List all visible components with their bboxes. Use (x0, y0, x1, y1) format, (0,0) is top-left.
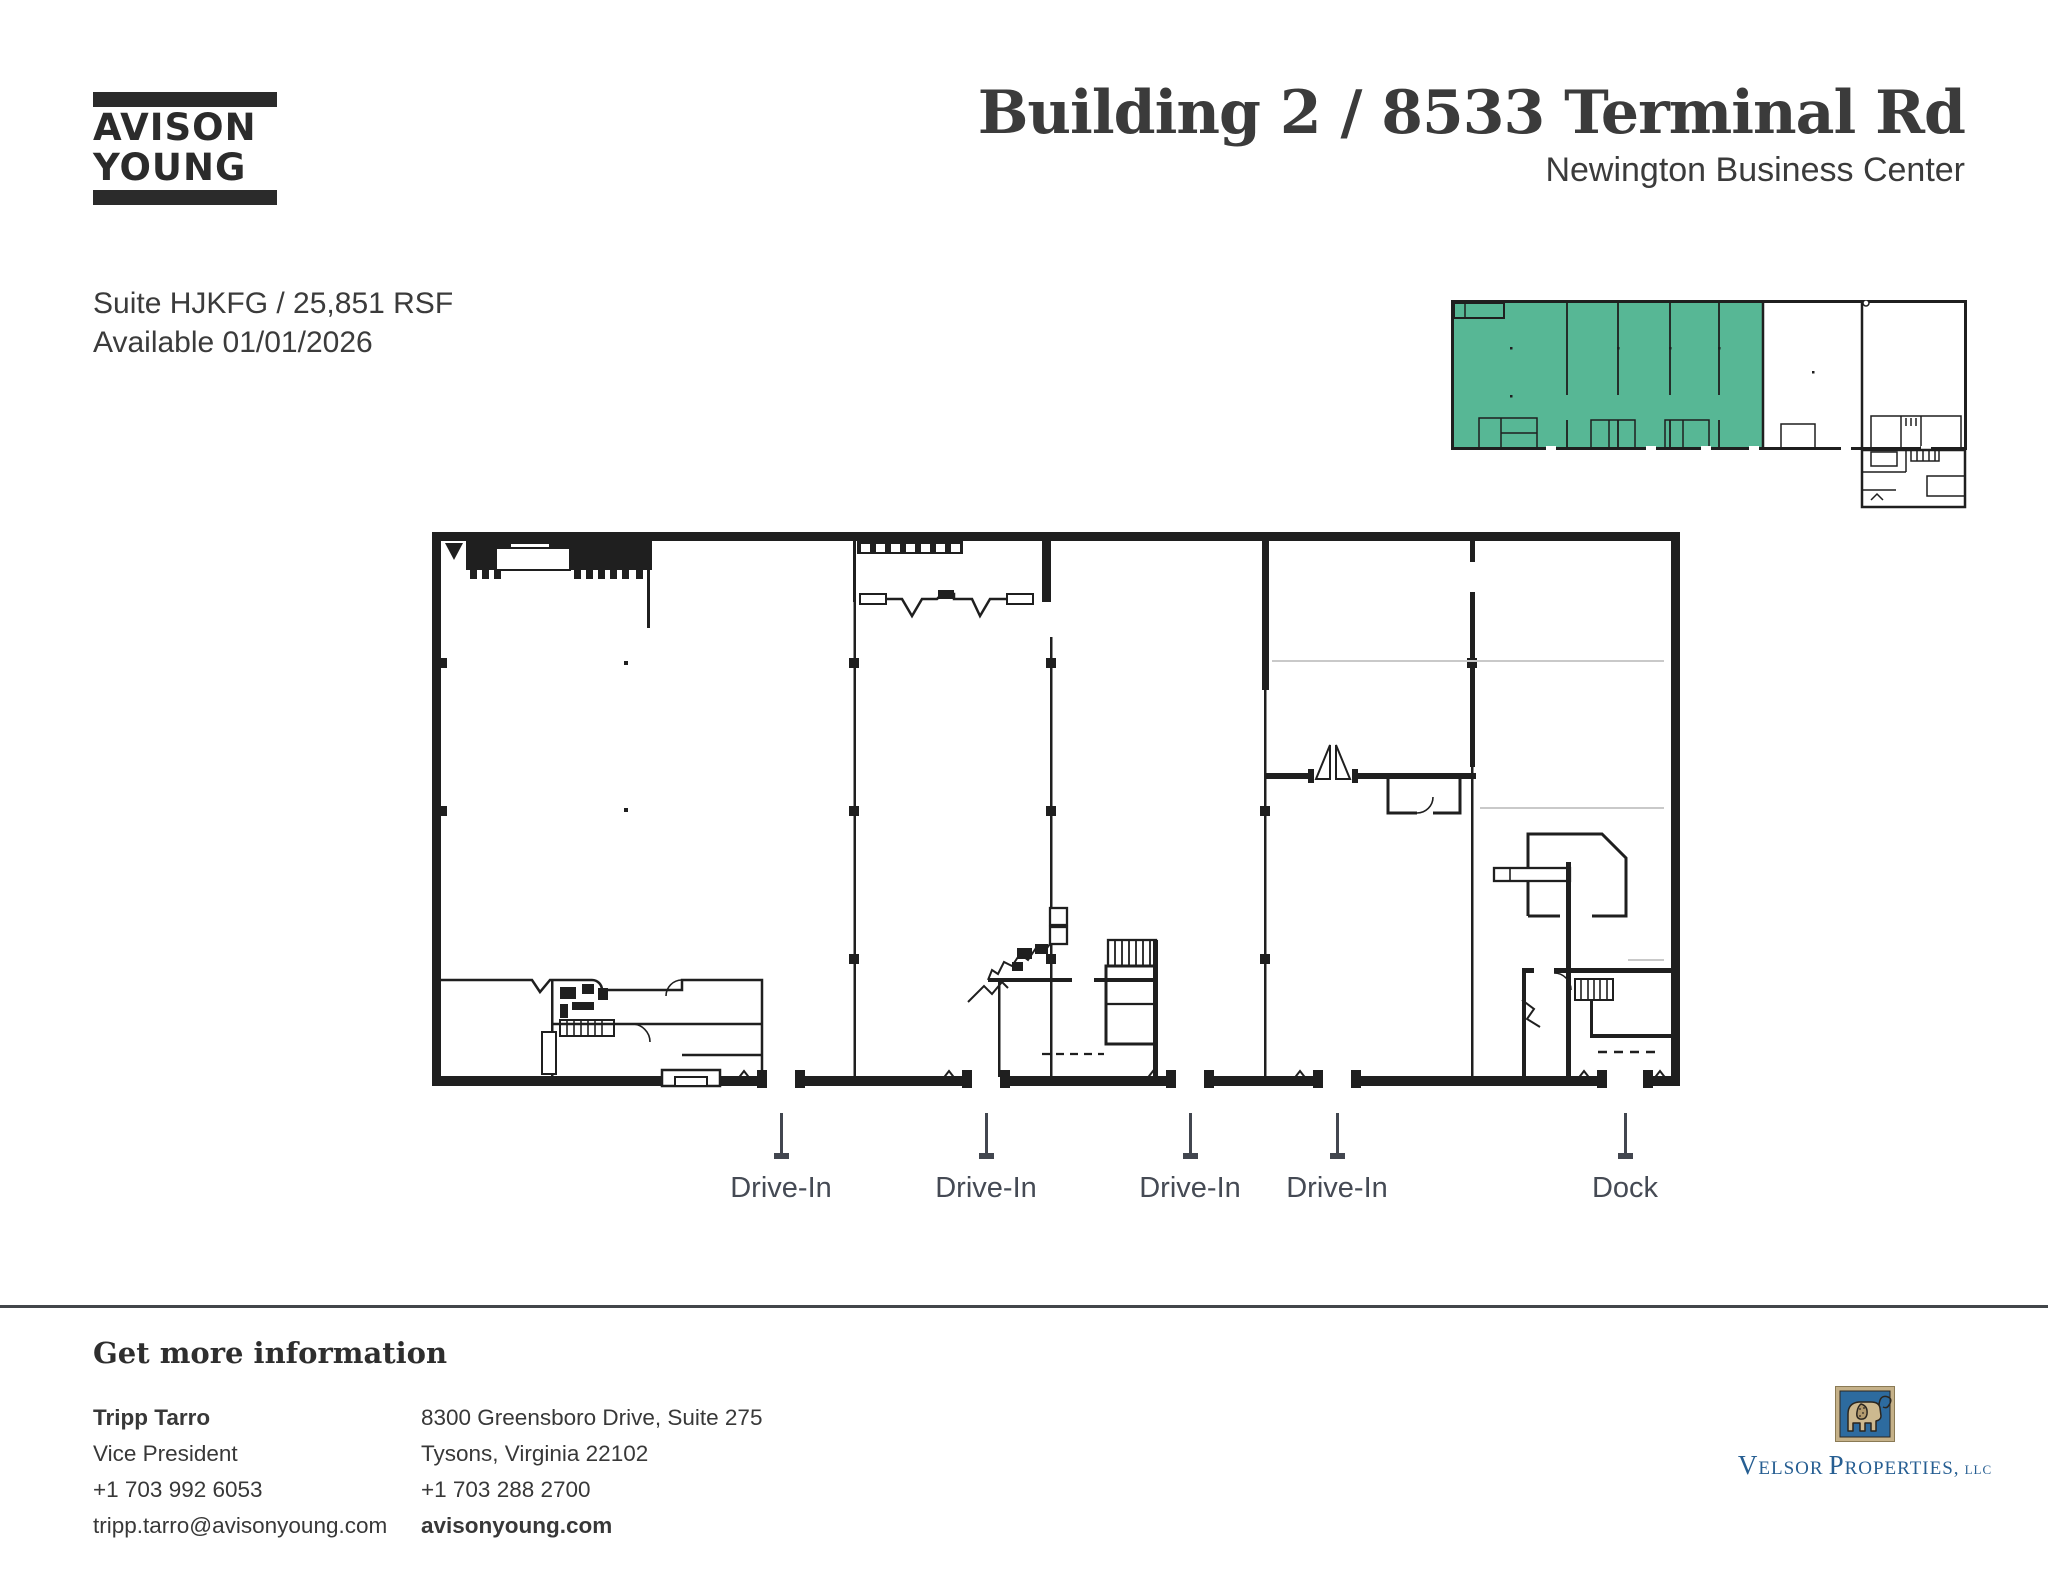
contact-email: tripp.tarro@avisonyoung.com (93, 1513, 388, 1538)
footer-divider (0, 1305, 2048, 1308)
key-plan-suite-highlight (1453, 302, 1763, 448)
drive-in-label: Drive-In (730, 1172, 832, 1204)
drive-in-marker (971, 1113, 1001, 1159)
contact-name: Tripp Tarro (93, 1405, 211, 1430)
page-title: Building 2 / 8533 Terminal Rd (977, 78, 1965, 148)
contact-title: Vice President (93, 1441, 238, 1466)
drive-in-label: Drive-In (1286, 1172, 1388, 1204)
availability-text: Available 01/01/2026 (93, 326, 373, 359)
office-block (421, 1400, 762, 1544)
office-address-line2: Tysons, Virginia 22102 (421, 1441, 649, 1466)
contact-block (93, 1400, 387, 1544)
key-plan-diagram (1451, 300, 1967, 510)
drive-in-marker (766, 1113, 796, 1159)
title-block (978, 80, 1965, 190)
drive-in-label: Drive-In (1139, 1172, 1241, 1204)
elephant-icon (1835, 1386, 1895, 1442)
office-phone: +1 703 288 2700 (421, 1477, 591, 1502)
page-subtitle: Newington Business Center (1545, 151, 1965, 189)
contact-phone: +1 703 992 6053 (93, 1477, 263, 1502)
dock-marker (1610, 1113, 1640, 1159)
avison-young-logo-line1: AVISON (93, 106, 257, 149)
drive-in-marker (1175, 1113, 1205, 1159)
drive-in-label: Drive-In (935, 1172, 1037, 1204)
drive-in-marker (1322, 1113, 1352, 1159)
velsor-properties-wordmark: VELSOR PROPERTIES, LLC (1737, 1450, 1993, 1480)
footer-heading: Get more information (93, 1336, 448, 1370)
avison-young-logo-line2: YOUNG (93, 146, 247, 189)
office-address-line1: 8300 Greensboro Drive, Suite 275 (421, 1405, 763, 1430)
suite-size-text: Suite HJKFG / 25,851 RSF (93, 287, 454, 320)
velsor-properties-logo (1737, 1386, 1993, 1483)
avison-young-logo (93, 92, 277, 205)
floor-plan-drawing (432, 532, 1680, 1095)
listing-info (93, 284, 453, 362)
dock-label: Dock (1591, 1172, 1659, 1204)
company-website: avisonyoung.com (421, 1513, 613, 1538)
